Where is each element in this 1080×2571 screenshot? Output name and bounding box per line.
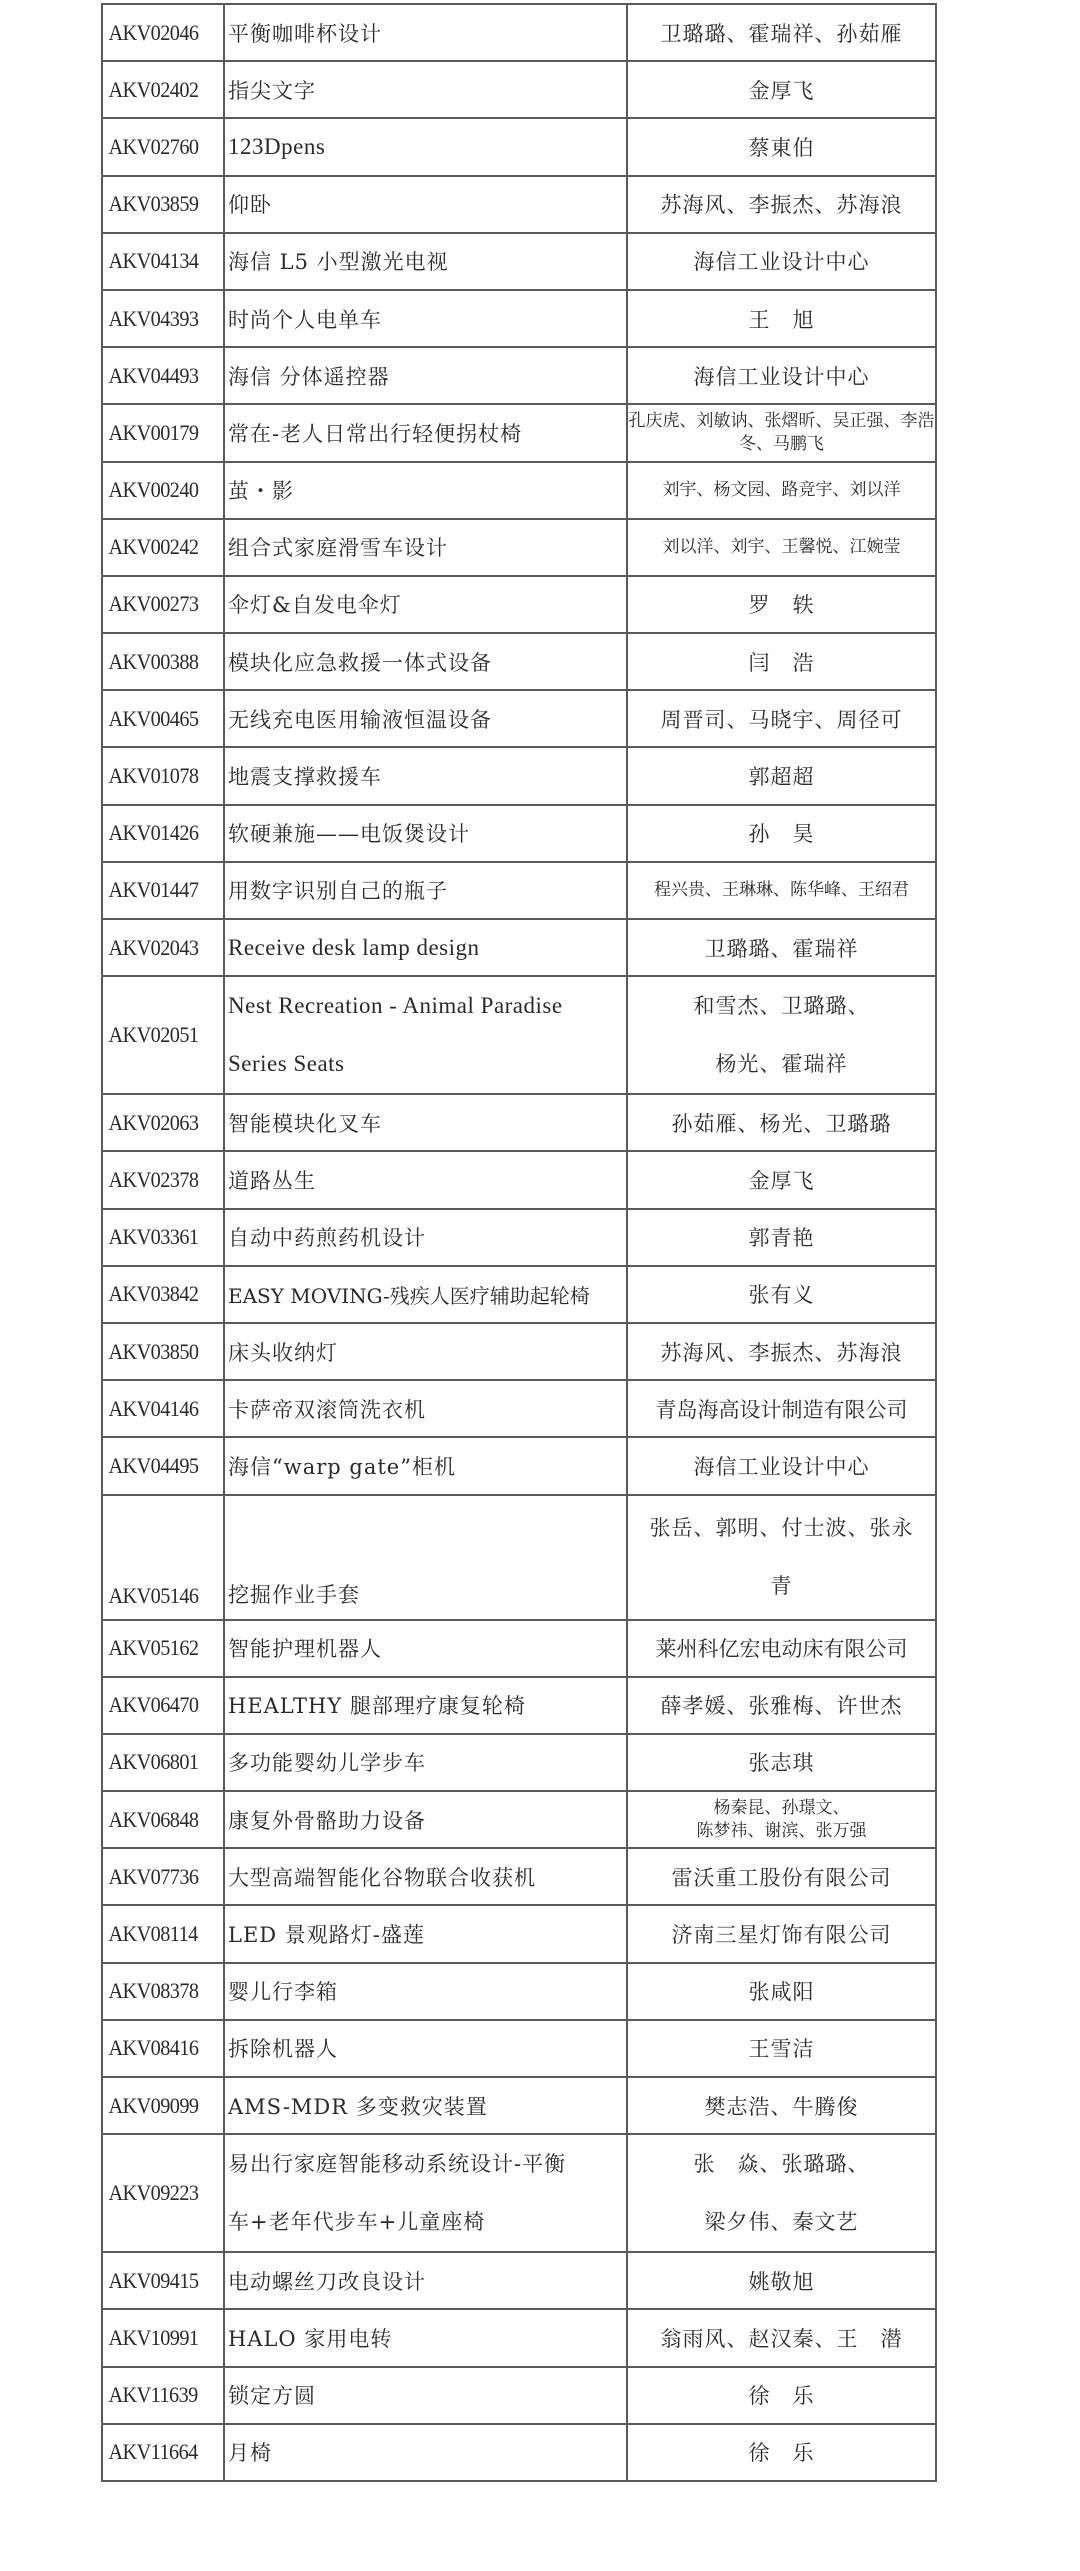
entry-author: 卫璐璐、霍瑞祥、孙茹雁: [627, 4, 936, 61]
table-row: [102, 462, 936, 519]
entry-author: 蔡東伯: [627, 118, 936, 175]
entry-author: 张咸阳: [627, 1963, 936, 2020]
entry-id: AKV01447: [102, 862, 214, 919]
table-row: [102, 1677, 936, 1734]
entry-title: 指尖文字: [224, 61, 627, 118]
entry-title: HALO 家用电转: [224, 2309, 627, 2366]
table-row: [102, 1791, 936, 1848]
entry-title: 电动螺丝刀改良设计: [224, 2252, 627, 2309]
entry-title: Receive desk lamp design: [224, 919, 627, 976]
entry-title: 用数字识别自己的瓶子: [224, 862, 627, 919]
entry-author: 雷沃重工股份有限公司: [627, 1848, 936, 1905]
table-row: [102, 2077, 936, 2134]
entry-title: AMS-MDR 多变救灾装置: [224, 2077, 627, 2134]
entry-id: AKV06801: [102, 1734, 214, 1791]
entry-id: AKV02051: [102, 976, 214, 1094]
table-row: [102, 519, 936, 576]
entry-author: 青岛海高设计制造有限公司: [627, 1380, 936, 1437]
entry-author-line2: 杨光、霍瑞祥: [715, 1052, 848, 1077]
entry-id: AKV02046: [102, 4, 214, 61]
entry-id: AKV02378: [102, 1151, 214, 1208]
entry-author: 孙 昊: [627, 805, 936, 862]
entry-author: [627, 1495, 936, 1620]
entry-author: 海信工业设计中心: [627, 347, 936, 404]
entry-id: AKV08114: [102, 1905, 214, 1962]
entry-title: 模块化应急救援一体式设备: [224, 633, 627, 690]
table-row: [102, 1266, 936, 1323]
entry-id: AKV00388: [102, 633, 214, 690]
entry-author: 薛孝媛、张雅梅、许世杰: [627, 1677, 936, 1734]
table-row: [102, 1620, 936, 1677]
entry-title: 123Dpens: [224, 118, 627, 175]
entry-author: 刘以洋、刘宇、王馨悦、江婉莹: [627, 519, 936, 576]
entry-id: AKV04495: [102, 1437, 214, 1494]
table-row: [102, 633, 936, 690]
entry-title: 海信“warp gate”柜机: [224, 1437, 627, 1494]
entry-author-line1: 张 焱、张璐璐、: [693, 2152, 870, 2177]
entry-author: 刘宇、杨文园、路竞宇、刘以洋: [627, 462, 936, 519]
table-row: [102, 233, 936, 290]
table-row: [102, 1963, 936, 2020]
entry-id: AKV03361: [102, 1209, 214, 1266]
entry-title: 婴儿行李箱: [224, 1963, 627, 2020]
entry-author-line1: 杨秦昆、孙璟文、: [713, 1797, 850, 1818]
entry-title: [224, 976, 627, 1094]
entry-author: [627, 1791, 936, 1848]
entry-id: AKV00179: [102, 404, 214, 461]
entry-id: AKV03859: [102, 176, 214, 233]
entry-author: [627, 976, 936, 1094]
entry-author-line2: 陈梦祎、谢滨、张万强: [696, 1820, 867, 1841]
table-row: [102, 2252, 936, 2309]
entry-author: 海信工业设计中心: [627, 233, 936, 290]
entry-title: 伞灯&自发电伞灯: [224, 576, 627, 633]
table-row: [102, 1323, 936, 1380]
entry-id: AKV02043: [102, 919, 214, 976]
entry-title-line1: Nest Recreation - Animal Paradise: [228, 993, 563, 1019]
entry-id: AKV02063: [102, 1094, 214, 1151]
entry-title: 海信 分体遥控器: [224, 347, 627, 404]
entry-author: 周晋司、马晓宇、周径可: [627, 690, 936, 747]
entry-title: 软硬兼施——电饭煲设计: [224, 805, 627, 862]
entry-author: 孙茹雁、杨光、卫璐璐: [627, 1094, 936, 1151]
table-row: [102, 862, 936, 919]
entry-title: 拆除机器人: [224, 2020, 627, 2077]
entry-title-line1: 易出行家庭智能移动系统设计-平衡: [228, 2152, 567, 2177]
entry-author: 程兴贵、王琳琳、陈华峰、王绍君: [627, 862, 936, 919]
entry-id: AKV04146: [102, 1380, 214, 1437]
table-row: [102, 976, 936, 1094]
entry-id: AKV08416: [102, 2020, 214, 2077]
entry-id: AKV07736: [102, 1848, 214, 1905]
entry-author: 苏海风、李振杰、苏海浪: [627, 176, 936, 233]
entry-author: 郭青艳: [627, 1209, 936, 1266]
entry-id: AKV06470: [102, 1677, 214, 1734]
entry-id: AKV09223: [102, 2134, 214, 2252]
entry-author: 王 旭: [627, 290, 936, 347]
entry-id: AKV08378: [102, 1963, 214, 2020]
entry-author: 樊志浩、牛腾俊: [627, 2077, 936, 2134]
entry-author: 孔庆虎、刘敏讷、张熠昕、吴正强、李浩冬、马鹏飞: [627, 404, 936, 461]
entry-author-line1: 和雪杰、卫璐璐、: [693, 994, 870, 1019]
entry-author: 张志琪: [627, 1734, 936, 1791]
entry-title: 海信 L5 小型激光电视: [224, 233, 627, 290]
entry-title: 锁定方圆: [224, 2367, 627, 2424]
table-row: [102, 118, 936, 175]
entry-id: AKV04393: [102, 290, 214, 347]
entry-id: AKV05162: [102, 1620, 214, 1677]
table-row: [102, 1905, 936, 1962]
entry-title: 组合式家庭滑雪车设计: [224, 519, 627, 576]
entry-title: 平衡咖啡杯设计: [224, 4, 627, 61]
entry-title-line2: 车+老年代步车+儿童座椅: [228, 2210, 486, 2235]
entry-title: 自动中药煎药机设计: [224, 1209, 627, 1266]
entry-id: AKV03842: [102, 1266, 214, 1323]
entry-author: 徐 乐: [627, 2424, 936, 2481]
entry-author: 莱州科亿宏电动床有限公司: [627, 1620, 936, 1677]
entry-author: 徐 乐: [627, 2367, 936, 2424]
entry-id: AKV01078: [102, 747, 214, 804]
entry-author: 王雪洁: [627, 2020, 936, 2077]
table-row: [102, 61, 936, 118]
entry-author: 罗 轶: [627, 576, 936, 633]
table-row: [102, 290, 936, 347]
entry-id: AKV00273: [102, 576, 214, 633]
entry-title: 时尚个人电单车: [224, 290, 627, 347]
entry-id: AKV02760: [102, 118, 214, 175]
table-row: [102, 2424, 936, 2481]
entry-id: AKV11664: [102, 2424, 214, 2481]
entry-title: 地震支撑救援车: [224, 747, 627, 804]
entry-author: 郭超超: [627, 747, 936, 804]
entry-id: AKV05146: [102, 1495, 214, 1620]
entry-title-line2: Series Seats: [228, 1051, 345, 1077]
table-row: [102, 404, 936, 461]
entry-title: 康复外骨骼助力设备: [224, 1791, 627, 1848]
entry-author-line2: 梁夕伟、秦文艺: [704, 2210, 859, 2235]
table-row: [102, 347, 936, 404]
entry-author: 海信工业设计中心: [627, 1437, 936, 1494]
entry-author: 济南三星灯饰有限公司: [627, 1905, 936, 1962]
entries-table-body: [102, 4, 936, 2481]
entry-author: [627, 2134, 936, 2252]
entry-author: 金厚飞: [627, 1151, 936, 1208]
entry-title: 床头收纳灯: [224, 1323, 627, 1380]
entry-title: 智能护理机器人: [224, 1620, 627, 1677]
entry-title: 道路丛生: [224, 1151, 627, 1208]
table-row: [102, 2309, 936, 2366]
entry-id: AKV00240: [102, 462, 214, 519]
entry-title: [224, 2134, 627, 2252]
table-row: [102, 1209, 936, 1266]
entry-id: AKV03850: [102, 1323, 214, 1380]
entry-id: AKV00242: [102, 519, 214, 576]
entry-id: AKV04134: [102, 233, 214, 290]
entry-title: 智能模块化叉车: [224, 1094, 627, 1151]
entry-id: AKV02402: [102, 61, 214, 118]
table-row: [102, 919, 936, 976]
entry-title: 常在-老人日常出行轻便拐杖椅: [224, 404, 627, 461]
table-row: [102, 2367, 936, 2424]
entry-title: 挖掘作业手套: [224, 1495, 627, 1620]
entry-author: 苏海风、李振杰、苏海浪: [627, 1323, 936, 1380]
entry-id: AKV09415: [102, 2252, 214, 2309]
entry-id: AKV11639: [102, 2367, 214, 2424]
table-row: [102, 1495, 936, 1620]
entries-table: [101, 3, 937, 2482]
entry-title: LED 景观路灯-盛莲: [224, 1905, 627, 1962]
entry-id: AKV10991: [102, 2309, 214, 2366]
entry-author: 翁雨风、赵汉秦、王 潜: [627, 2309, 936, 2366]
entry-title: HEALTHY 腿部理疗康复轮椅: [224, 1677, 627, 1734]
entry-author: 卫璐璐、霍瑞祥: [627, 919, 936, 976]
entry-title: 仰卧: [224, 176, 627, 233]
entry-id: AKV04493: [102, 347, 214, 404]
entry-author: 金厚飞: [627, 61, 936, 118]
table-row: [102, 1848, 936, 1905]
table-row: [102, 176, 936, 233]
entry-title: 月椅: [224, 2424, 627, 2481]
entry-author-line1: 张岳、郭明、付士波、张永: [649, 1516, 914, 1540]
entry-title: 多功能婴幼儿学步车: [224, 1734, 627, 1791]
table-row: [102, 2020, 936, 2077]
entry-author: 姚敬旭: [627, 2252, 936, 2309]
table-row: [102, 1734, 936, 1791]
entry-id: AKV00465: [102, 690, 214, 747]
entry-id: AKV01426: [102, 805, 214, 862]
entry-title: 茧・影: [224, 462, 627, 519]
table-row: [102, 805, 936, 862]
entry-id: AKV09099: [102, 2077, 214, 2134]
table-row: [102, 1151, 936, 1208]
table-row: [102, 690, 936, 747]
entry-title: 卡萨帝双滚筒洗衣机: [224, 1380, 627, 1437]
entry-author: 张有义: [627, 1266, 936, 1323]
table-row: [102, 1094, 936, 1151]
table-row: [102, 1437, 936, 1494]
table-row: [102, 1380, 936, 1437]
entry-id: AKV06848: [102, 1791, 214, 1848]
entry-title: 无线充电医用输液恒温设备: [224, 690, 627, 747]
entry-author: 闫 浩: [627, 633, 936, 690]
entry-author-line2: 青: [770, 1574, 793, 1598]
table-row: [102, 4, 936, 61]
table-row: [102, 576, 936, 633]
entry-title: EASY MOVING-残疾人医疗辅助起轮椅: [224, 1266, 627, 1323]
table-row: [102, 2134, 936, 2252]
table-row: [102, 747, 936, 804]
entry-title: 大型高端智能化谷物联合收获机: [224, 1848, 627, 1905]
